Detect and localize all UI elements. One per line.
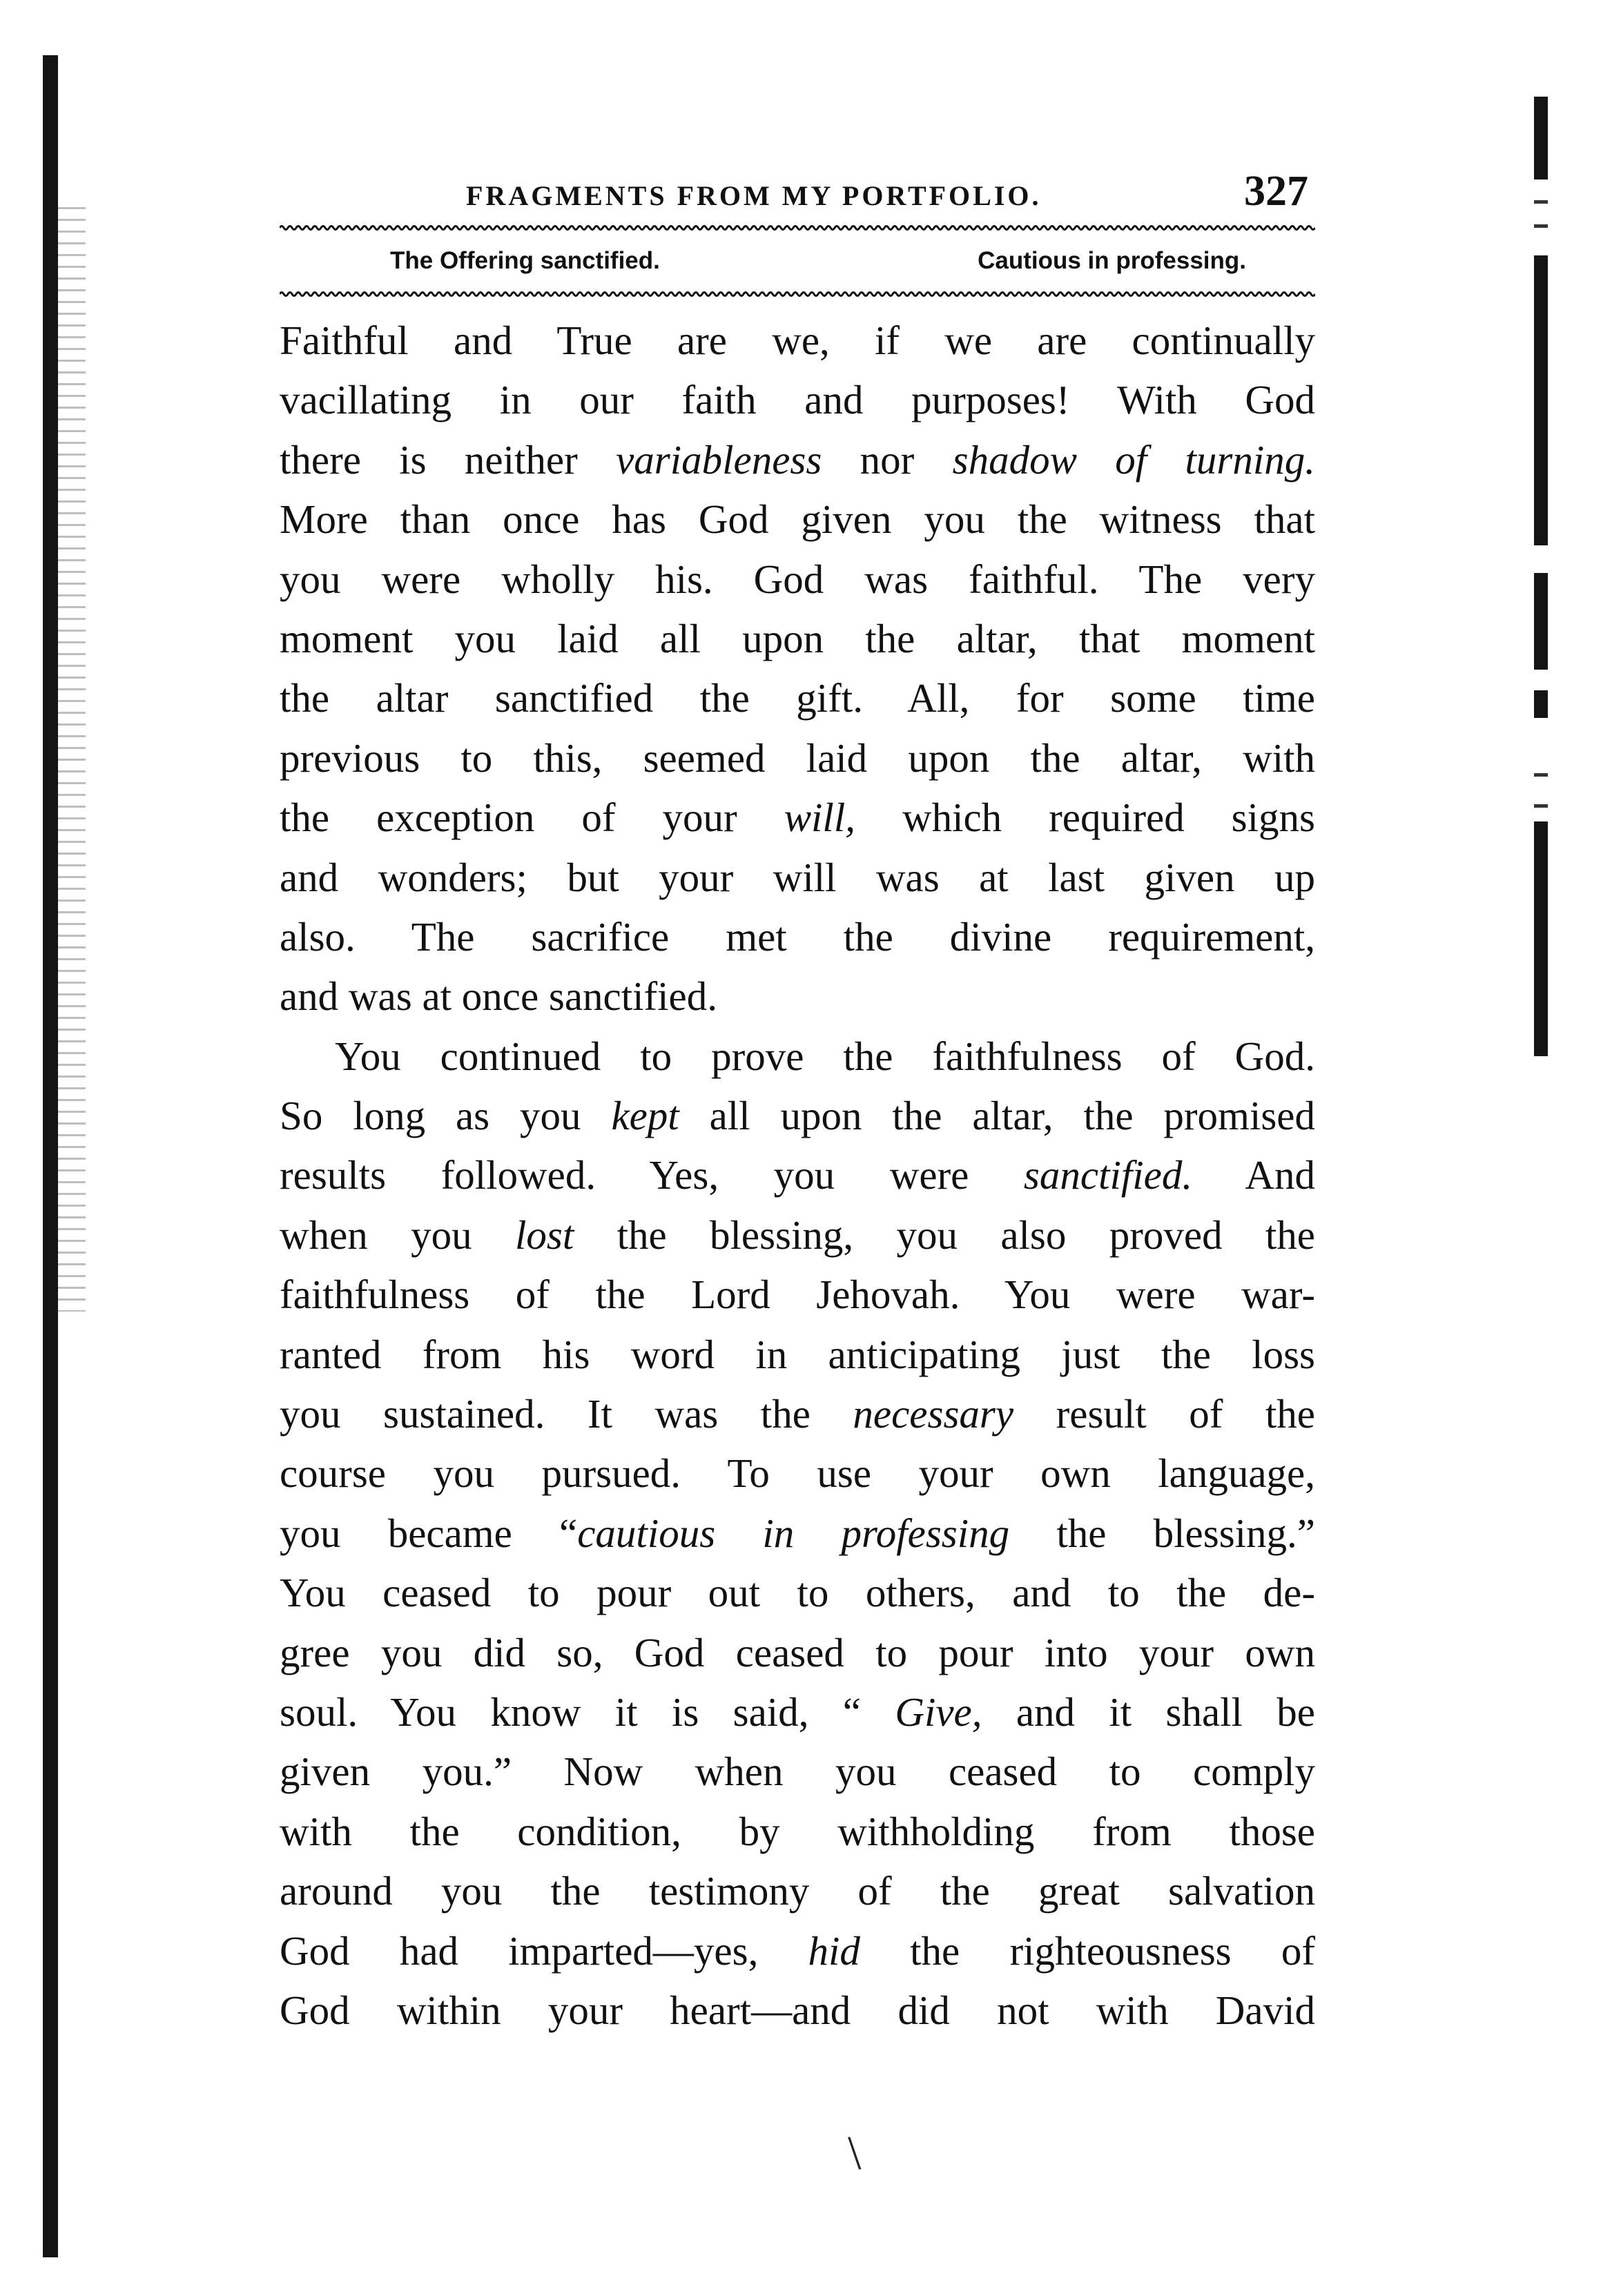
text-line — [280, 788, 1315, 847]
text-segment: Faithful and True are we, if we are continually — [280, 318, 1315, 363]
text-line — [280, 1563, 1315, 1622]
text-segment: given you.” Now when you ceased to comply — [280, 1749, 1315, 1795]
text-line — [280, 1443, 1315, 1503]
text-line — [280, 1384, 1315, 1443]
text-segment: results followed. Yes, you were — [280, 1152, 1024, 1198]
text-line — [280, 1921, 1315, 1981]
text-segment: nor — [822, 436, 953, 483]
text-segment: previous to this, seemed laid upon the altar, with — [280, 734, 1315, 781]
text-line — [280, 1682, 1315, 1742]
text-segment: vacillating in our faith and purposes! With God — [280, 377, 1315, 423]
text-segment: More than once has God given you the witness that — [280, 496, 1315, 543]
text-line — [280, 848, 1315, 907]
text-segment: soul. You know it is said, “ — [280, 1689, 895, 1735]
page-number: 327 — [1244, 168, 1308, 215]
page-edge-tick — [1534, 773, 1548, 777]
page-edge-tick — [1534, 224, 1548, 228]
text-line — [280, 430, 1315, 489]
text-segment: around you the testimony of the great salvation — [280, 1868, 1315, 1914]
body-text — [280, 311, 1315, 2040]
italic-text: hid — [808, 1927, 860, 1974]
text-line — [280, 1623, 1315, 1682]
text-segment: you were wholly his. God was faithful. The very — [280, 556, 1315, 602]
text-segment: which required signs — [855, 795, 1315, 841]
text-line — [280, 1265, 1315, 1324]
text-segment: all upon the altar, the promised — [679, 1093, 1315, 1139]
text-line — [280, 1205, 1315, 1265]
page-edge-tick — [1534, 200, 1548, 204]
text-line — [280, 1027, 1315, 1086]
text-segment: You continued to prove the faithfulness of God. — [335, 1033, 1315, 1079]
text-segment: result of the — [1013, 1391, 1315, 1437]
text-segment: the blessing, you also proved the — [574, 1212, 1315, 1258]
text-line — [280, 1325, 1315, 1384]
text-segment: and was at once sanctified. — [280, 973, 717, 1020]
text-segment: God had imparted—yes, — [280, 1927, 808, 1974]
text-line — [280, 1802, 1315, 1861]
text-line — [280, 1742, 1315, 1801]
subhead-left: The Offering sanctified. — [390, 247, 660, 274]
section-subheads — [280, 235, 1315, 287]
page-edge-mark — [1534, 690, 1548, 718]
text-segment: moment you laid all upon the altar, that moment — [280, 615, 1315, 661]
text-segment: You ceased to pour out to others, and to the de- — [280, 1570, 1315, 1616]
book-page — [280, 159, 1315, 2040]
italic-text: will, — [784, 795, 855, 841]
italic-text: cautious in professing — [577, 1510, 1010, 1556]
running-head-title: FRAGMENTS FROM MY PORTFOLIO. — [466, 180, 1042, 211]
book-spine-edge — [43, 55, 58, 2257]
text-line — [280, 370, 1315, 429]
spine-texture — [58, 207, 86, 1312]
text-segment: the blessing.” — [1009, 1510, 1315, 1556]
text-segment: and wonders; but your will was at last given up — [280, 854, 1315, 900]
italic-text: variableness — [616, 436, 822, 483]
text-segment: with the condition, by withholding from those — [280, 1808, 1315, 1854]
italic-text: necessary — [853, 1391, 1014, 1437]
text-line — [280, 1086, 1315, 1145]
page-edge-mark — [1534, 97, 1548, 179]
text-segment: the righteousness of — [860, 1927, 1315, 1974]
page-edge-tick — [1534, 804, 1548, 808]
text-segment: faithfulness of the Lord Jehovah. You were war- — [280, 1272, 1315, 1318]
subhead-right: Cautious in professing. — [978, 247, 1246, 274]
text-segment: course you pursued. To use your own language, — [280, 1450, 1315, 1497]
italic-text: kept — [611, 1093, 679, 1139]
text-line — [280, 1504, 1315, 1563]
text-line — [280, 489, 1315, 549]
text-segment: and it shall be — [982, 1689, 1315, 1735]
text-segment: the altar sanctified the gift. All, for some time — [280, 675, 1315, 721]
footer-mark: \ — [848, 2127, 862, 2180]
italic-text: sanctified. — [1023, 1152, 1193, 1198]
text-line — [280, 609, 1315, 668]
page-edge-mark — [1534, 821, 1548, 1056]
italic-text: Give, — [895, 1689, 982, 1735]
text-segment: gree you did so, God ceased to pour into your own — [280, 1629, 1315, 1675]
text-line — [280, 966, 1315, 1026]
text-line — [280, 907, 1315, 966]
text-line — [280, 728, 1315, 788]
text-segment: also. The sacrifice met the divine requirement, — [280, 913, 1315, 960]
text-line — [280, 668, 1315, 728]
text-segment: ranted from his word in anticipating just the loss — [280, 1331, 1315, 1377]
text-segment: you became “ — [280, 1510, 578, 1556]
italic-text: lost — [515, 1212, 574, 1258]
wavy-rule-bottom — [280, 287, 1315, 301]
text-segment: So long as you — [280, 1093, 612, 1139]
text-segment: the exception of your — [280, 795, 784, 841]
page-edge-mark — [1534, 255, 1548, 545]
running-head — [280, 159, 1315, 221]
text-line — [280, 1981, 1315, 2040]
text-segment: And — [1192, 1152, 1316, 1198]
text-segment: you sustained. It was the — [280, 1391, 853, 1437]
text-segment: God within your heart—and did not with David — [280, 1987, 1315, 2033]
text-line — [280, 549, 1315, 609]
italic-text: shadow of turning. — [952, 436, 1316, 483]
page-edge-mark — [1534, 573, 1548, 670]
text-segment: there is neither — [280, 436, 617, 483]
text-segment: when you — [280, 1212, 515, 1258]
text-line — [280, 1145, 1315, 1205]
text-line — [280, 311, 1315, 370]
text-line — [280, 1861, 1315, 1920]
wavy-rule-top — [280, 221, 1315, 235]
